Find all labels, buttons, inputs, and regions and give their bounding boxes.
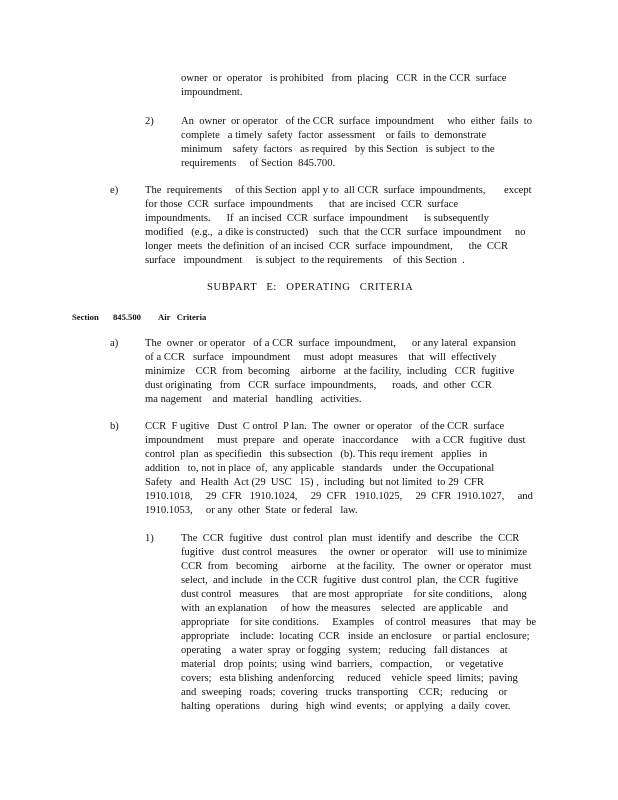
text-line: The requirements of this Section appl y to all CCR surface impoundments, except bbox=[145, 185, 532, 196]
text-line: of a CCR surface impoundment must adopt measures that will effectively bbox=[145, 352, 497, 363]
text-line: dust control measures that are most appropriate for site conditions, along bbox=[181, 589, 527, 600]
item-a-paragraph bbox=[145, 337, 545, 407]
text-line: for those CCR surface impoundments that are incised CCR surface bbox=[145, 199, 459, 210]
subpart-heading: SUBPART E: OPERATING CRITERIA bbox=[207, 282, 414, 293]
text-line: appropriate include: locating CCR inside an enclosure or partial enclosure; bbox=[181, 631, 530, 642]
text-line: Safety and Health Act (29 USC 15) , including but not limited to 29 CFR bbox=[145, 477, 484, 488]
text-line: and sweeping roads; covering trucks transporting CCR; reducing or bbox=[181, 687, 508, 698]
text-line: material drop points; using wind barriers, compaction, or vegetative bbox=[181, 659, 504, 670]
text-line: The owner or operator of a CCR surface impoundment, or any lateral expansion bbox=[145, 338, 516, 349]
text-line: CCR from becoming airborne at the facility. The owner or operator must bbox=[181, 561, 532, 572]
text-line: dust originating from CCR surface impoundments, roads, and other CCR bbox=[145, 380, 492, 391]
text-line: impoundments. If an incised CCR surface impoundment is subsequently bbox=[145, 213, 489, 224]
text-line: CCR F ugitive Dust C ontrol P lan. The owner or operator of the CCR surface bbox=[145, 421, 505, 432]
text-line: addition to, not in place of, any applicable standards under the Occupational bbox=[145, 463, 495, 474]
item-b-paragraph bbox=[145, 420, 545, 518]
item-marker: b) bbox=[110, 421, 119, 432]
text-line: modified (e.g., a dike is constructed) such that the CCR surface impoundment no bbox=[145, 227, 526, 238]
text-line: select, and include in the CCR fugitive dust control plan, the CCR fugitive bbox=[181, 575, 519, 586]
text-line: requirements of Section 845.700. bbox=[181, 158, 336, 169]
section-number: 845.500 bbox=[113, 312, 141, 322]
item-b1-paragraph bbox=[181, 532, 553, 714]
section-label: Section bbox=[72, 312, 99, 322]
item-2-paragraph bbox=[181, 115, 553, 171]
text-line: An owner or operator of the CCR surface impoundment who either fails to bbox=[181, 116, 532, 127]
text-line: surface impoundment is subject to the requirements of this Section . bbox=[145, 255, 465, 266]
text-line: halting operations during high wind events; or applying a daily cover. bbox=[181, 701, 511, 712]
paragraph-fragment bbox=[181, 72, 553, 100]
text-line: appropriate for site conditions. Examples of control measures that may be bbox=[181, 617, 537, 628]
text-line: owner or operator is prohibited from placing CCR in the CCR surface bbox=[181, 73, 507, 84]
item-marker: a) bbox=[110, 338, 119, 349]
text-line: with an explanation of how the measures selected are applicable and bbox=[181, 603, 509, 614]
text-line: operating a water spray or fogging system; reducing fall distances at bbox=[181, 645, 508, 656]
text-line: longer meets the definition of an incised CCR surface impoundment, the CCR bbox=[145, 241, 509, 252]
text-line: impoundment. bbox=[181, 87, 243, 98]
text-line: 1910.1053, or any other State or federal law. bbox=[145, 505, 358, 516]
item-marker: e) bbox=[110, 185, 119, 196]
section-title: Air Criteria bbox=[158, 312, 207, 322]
text-line: impoundment must prepare and operate inaccordance with a CCR fugitive dust bbox=[145, 435, 526, 446]
text-line: control plan as specifiedin this subsection (b). This requ irement applies in bbox=[145, 449, 488, 460]
text-line: The CCR fugitive dust control plan must identify and describe the CCR bbox=[181, 533, 520, 544]
text-line: covers; esta blishing andenforcing reduced vehicle speed limits; paving bbox=[181, 673, 518, 684]
item-marker: 1) bbox=[145, 533, 154, 544]
text-line: complete a timely safety factor assessment or fails to demonstrate bbox=[181, 130, 487, 141]
text-line: minimum safety factors as required by this Section is subject to the bbox=[181, 144, 495, 155]
text-line: minimize CCR from becoming airborne at the facility, including CCR fugitive bbox=[145, 366, 515, 377]
text-line: ma nagement and material handling activities. bbox=[145, 394, 362, 405]
item-marker: 2) bbox=[145, 116, 154, 127]
item-e-paragraph bbox=[145, 184, 545, 268]
text-line: fugitive dust control measures the owner or operator will use to minimize bbox=[181, 547, 527, 558]
text-line: 1910.1018, 29 CFR 1910.1024, 29 CFR 1910.1025, 29 CFR 1910.1027, and bbox=[145, 491, 533, 502]
